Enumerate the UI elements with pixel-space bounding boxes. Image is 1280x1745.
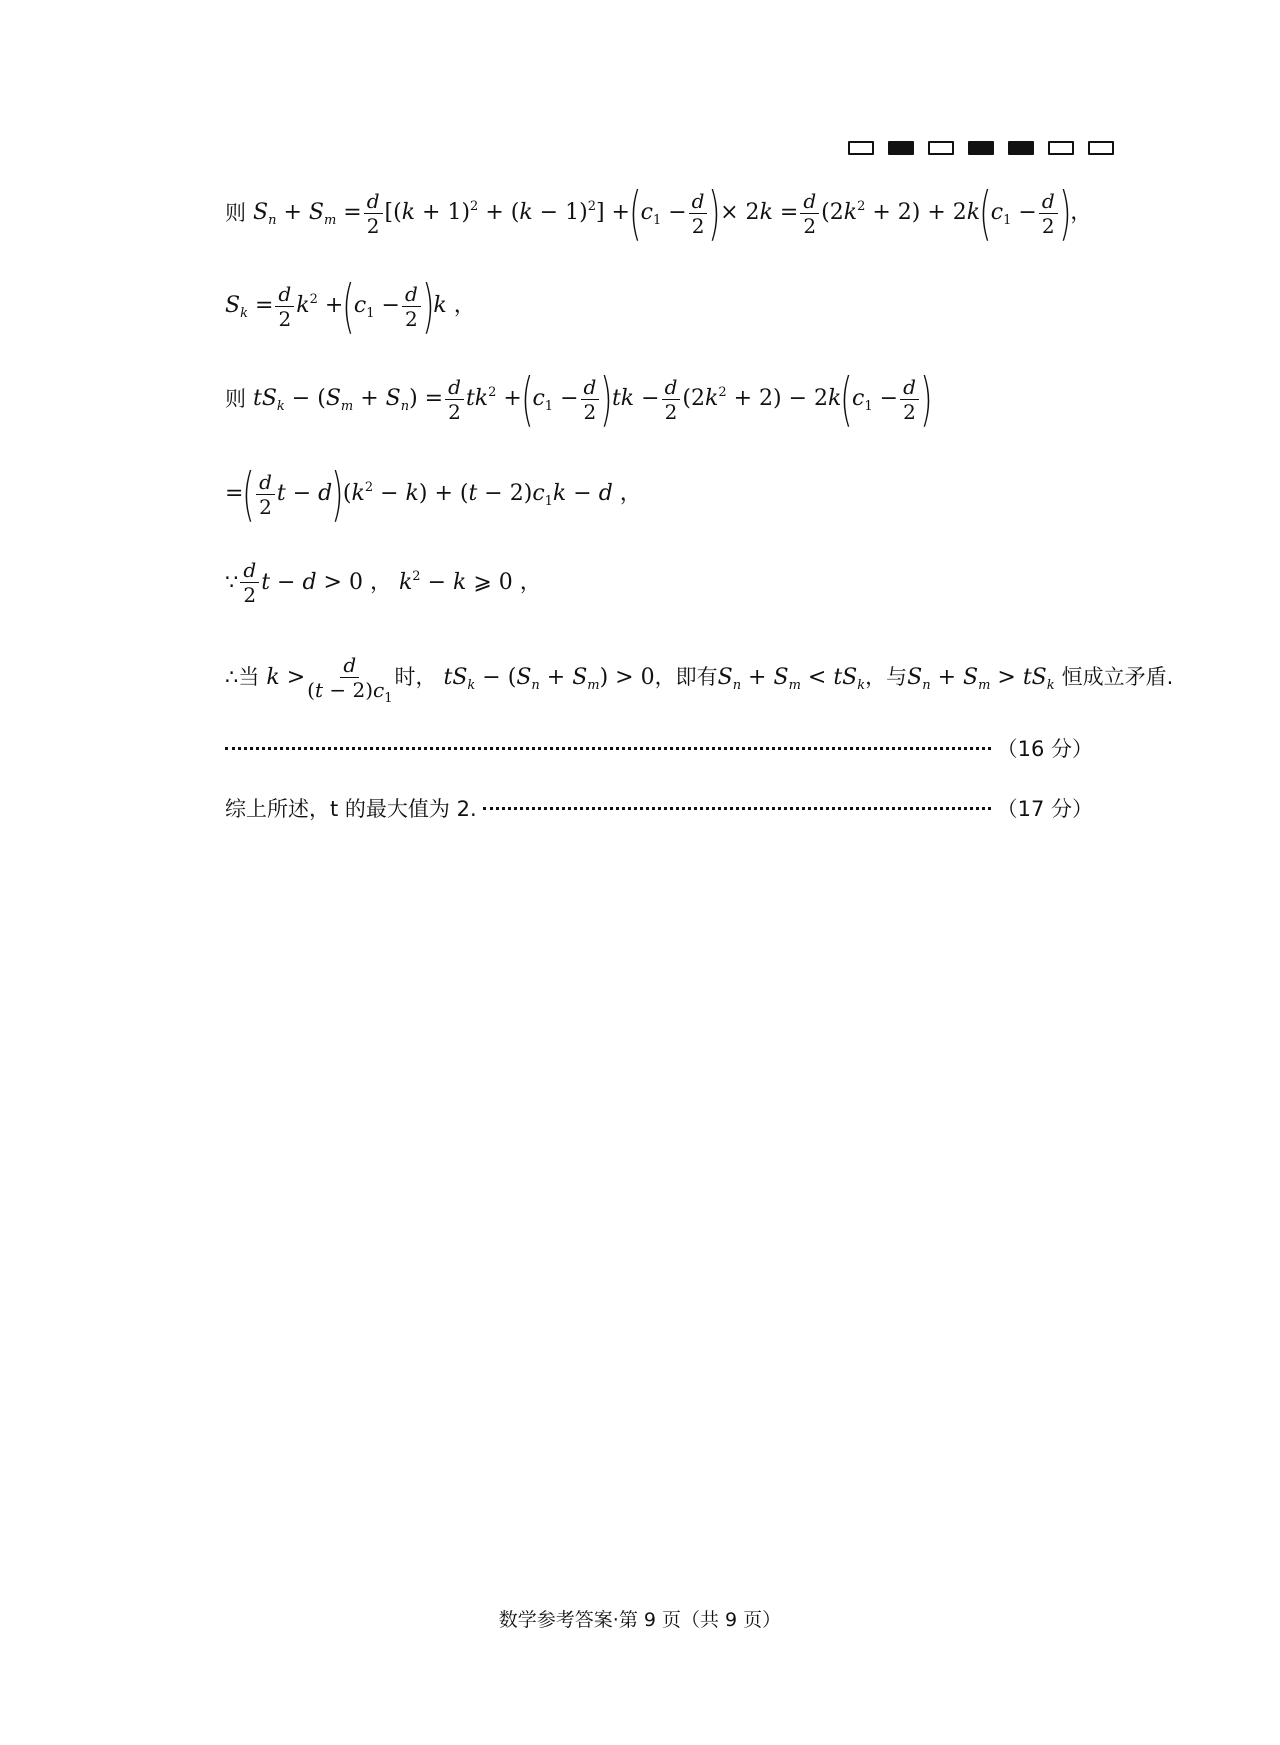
score-16: （16 分） <box>996 737 1093 761</box>
corner-marks <box>848 141 1114 155</box>
therefore-prefix: ∴当 <box>225 665 260 689</box>
equation-line-2: $S_k$ = $\frac{d}{2}$ $k^2$ + ( $c_1$ − $\frac{d}{2}$ ) k ， <box>225 272 476 340</box>
conclusion-text: 综上所述，t 的最大值为 2. <box>225 797 477 821</box>
line6-and: ，与 <box>865 665 908 689</box>
equation-line-5: ∵ $\frac{d}{2}$ t − d > 0 ， $k^2 - k$ ⩾ 0 ， <box>225 558 542 607</box>
page-footer: 数学参考答案·第 9 页（共 9 页） <box>498 1609 782 1631</box>
corner-mark-7 <box>1088 141 1114 155</box>
line1-prefix: 则 <box>225 200 246 225</box>
corner-mark-3 <box>928 141 954 155</box>
score-line-17 <box>225 793 1093 823</box>
score-17: （17 分） <box>996 797 1093 821</box>
equation-line-3: 则 $tS_k - (S_m + S_n)$ = $\frac{d}{2}$ $tk^2$ + ( $c_1$ − $\frac{d}{2}$ ) tk − $\frac{d}{2}$ $(2k^2 + 2) - 2k$ ( $c_1$ − $\frac{d}{2}$ ) <box>225 365 933 433</box>
score-line-16 <box>225 733 1093 763</box>
leader-dots <box>483 807 991 810</box>
line6-end: 恒成立矛盾. <box>1061 665 1174 689</box>
corner-mark-5 <box>1008 141 1034 155</box>
leader-dots <box>225 747 991 750</box>
equation-line-4: = ( $\frac{d}{2}$ t − d ) $(k^2 - k) + (t - 2)c_1k - d$ ， <box>225 460 642 528</box>
corner-mark-4 <box>968 141 994 155</box>
because-symbol: ∵ <box>225 570 239 594</box>
corner-mark-6 <box>1048 141 1074 155</box>
line6-mid: ，即有 <box>654 665 718 689</box>
corner-mark-1 <box>848 141 874 155</box>
line3-prefix: 则 <box>225 386 246 411</box>
corner-mark-2 <box>888 141 914 155</box>
equation-line-1: 则 $S_n + S_m$ = $\frac{d}{2}$ $[(k + 1)^2 + (k - 1)^2]$ + ( $c_1$ − $\frac{d}{2}$ ) × 2k = $\frac{d}{2}$ $(2k^2 + 2) + 2k$ ( $c_1$ − $\frac{d}{2}$ ) ， <box>225 179 1093 247</box>
equation-line-6: ∴当 k > $\frac{d}{(t - 2)c_1}$ 时， $tS_k - (S_n + S_m) > 0$ ，即有 $S_n + S_m < tS_k$ ，与 $S_n + S_m > tS_k$ 恒成立矛盾. <box>225 653 1174 706</box>
line6-when: 时， <box>394 665 437 689</box>
